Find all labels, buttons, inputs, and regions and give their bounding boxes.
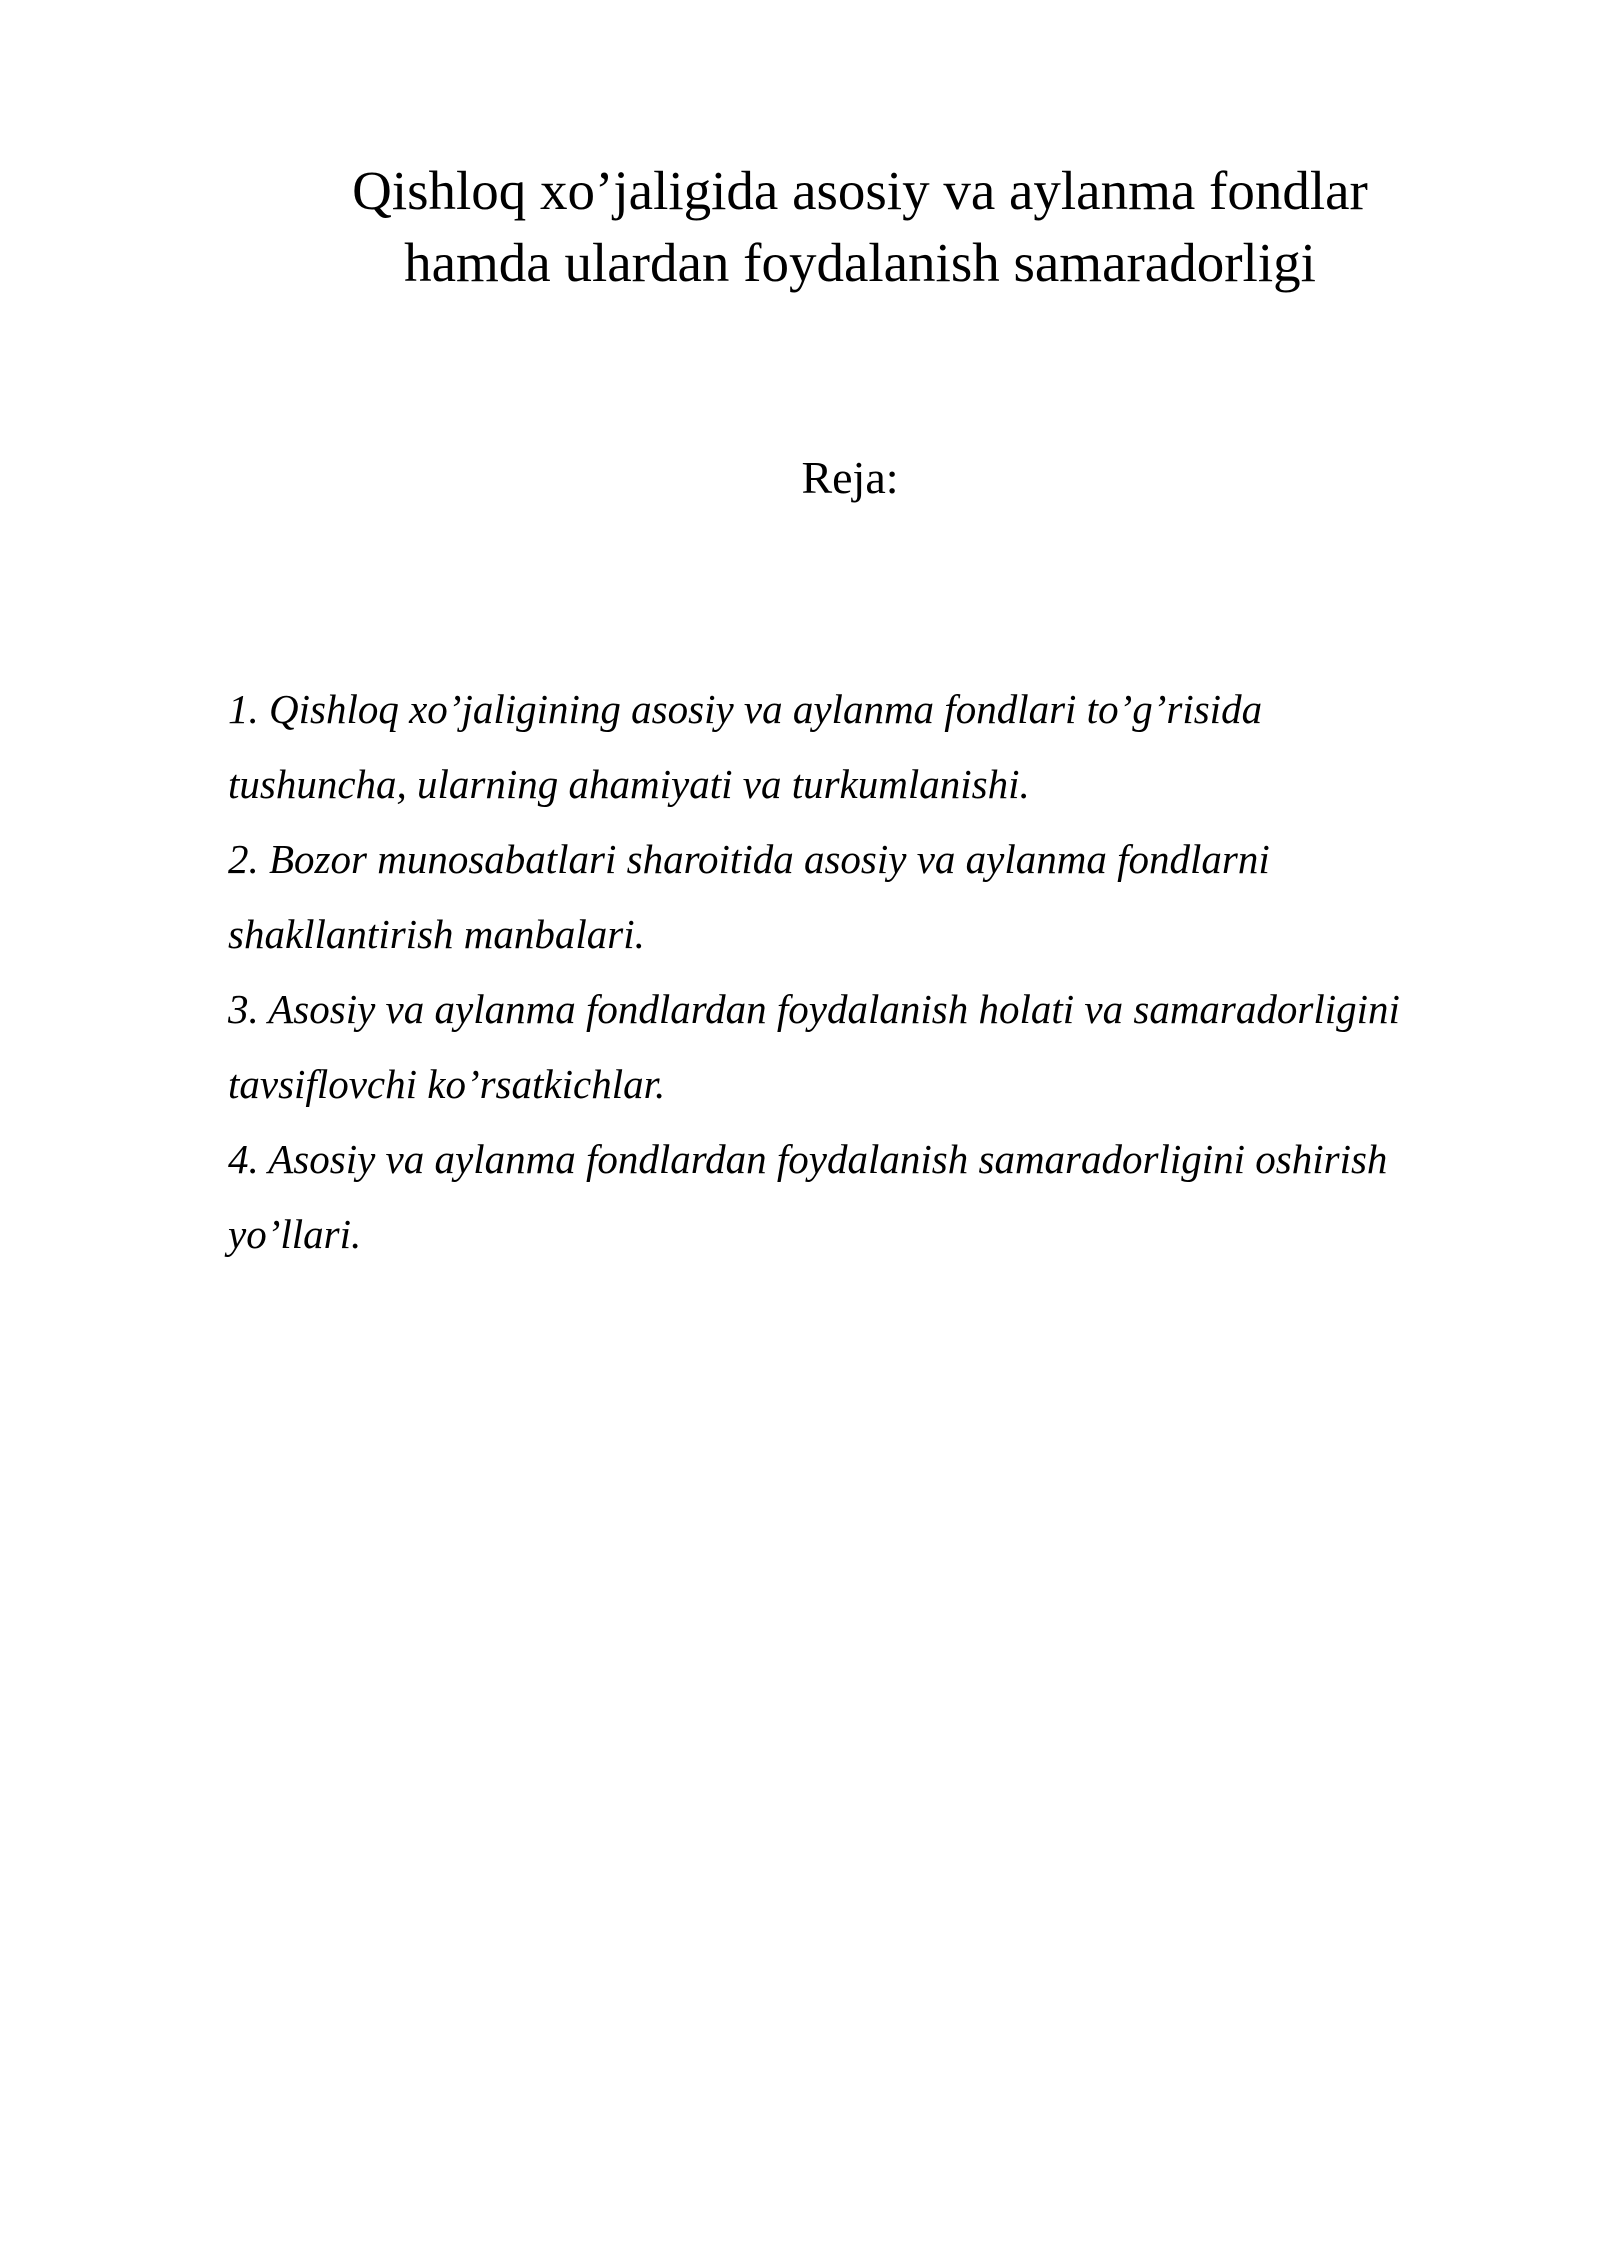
plan-item-4-line-1: 4. Asosiy va aylanma fondlardan foydalanish samaradorligini oshirish [228,1136,1388,1182]
plan-item-4 [228,1122,1528,1272]
plan-item-2-line-2: shakllantirish manbalari. [228,911,645,957]
document-title-line-2: hamda ulardan foydalanish samaradorligi [404,232,1316,293]
plan-item-2-line-1: 2. Bozor munosabatlari sharoitida asosiy va aylanma fondlarni [228,836,1270,882]
plan-list [228,672,1528,1272]
plan-item-3-line-1: 3. Asosiy va aylanma fondlardan foydalanish holati va samaradorligini [228,986,1400,1032]
document-title [200,155,1520,299]
plan-item-3-line-2: tavsiflovchi ko’rsatkichlar. [228,1061,666,1107]
plan-item-4-line-2: yo’llari. [228,1211,362,1257]
plan-heading: Reja: [801,452,899,503]
document-title-line-1: Qishloq xo’jaligida asosiy va aylanma fondlar [352,160,1368,221]
plan-item-1 [228,672,1528,822]
plan-item-2 [228,822,1528,972]
plan-item-1-line-1: 1. Qishloq xo’jaligining asosiy va aylanma fondlari to’g’risida [228,686,1263,732]
plan-item-3 [228,972,1528,1122]
plan-item-1-line-2: tushuncha, ularning ahamiyati va turkumlanishi. [228,761,1030,807]
